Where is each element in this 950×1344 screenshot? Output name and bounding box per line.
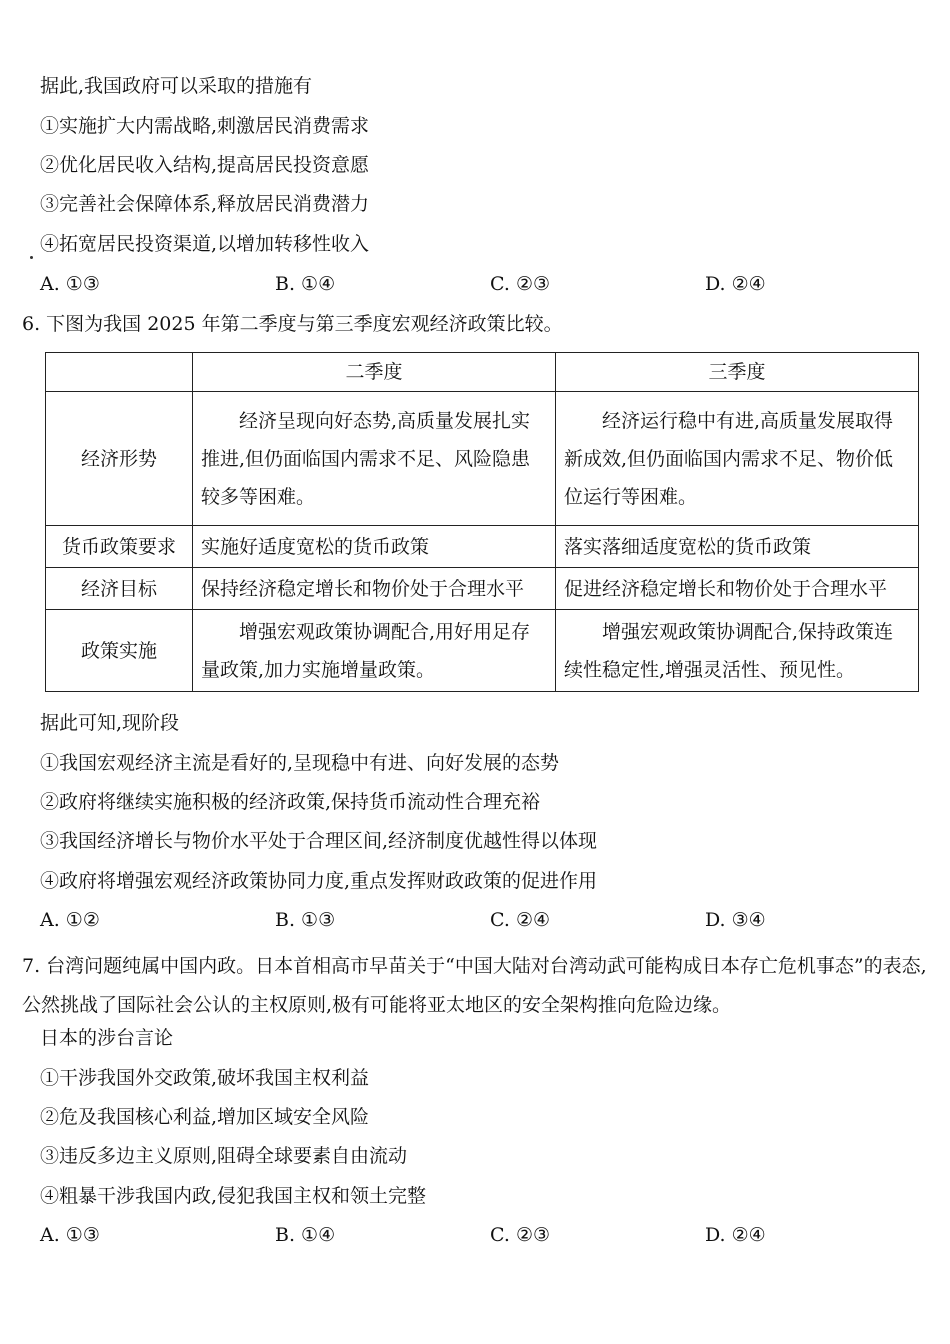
q7-option-c[interactable]: C. ②③ <box>490 1224 551 1246</box>
q5-stem: 据此,我国政府可以采取的措施有 <box>40 75 313 97</box>
q6-option-c[interactable]: C. ②④ <box>490 909 551 931</box>
row-label-implementation: 政策实施 <box>46 610 193 692</box>
q6-option-b[interactable]: B. ①③ <box>275 909 336 931</box>
cell-q3-monetary: 落实落细适度宽松的货币政策 <box>556 526 919 568</box>
q7-item-1: ①干涉我国外交政策,破坏我国主权利益 <box>40 1067 370 1089</box>
q5-item-2: ②优化居民收入结构,提高居民投资意愿 <box>40 154 370 176</box>
policy-comparison-table <box>45 352 919 692</box>
table-row <box>46 392 919 526</box>
q6-option-d[interactable]: D. ③④ <box>705 909 766 931</box>
q6-item-1: ①我国宏观经济主流是看好的,呈现稳中有进、向好发展的态势 <box>40 752 560 774</box>
q7-item-3: ③违反多边主义原则,阻碍全球要素自由流动 <box>40 1145 408 1167</box>
q7-stem: 7. 台湾问题纯属中国内政。日本首相高市早苗关于“中国大陆对台湾动武可能构成日本存亡危机事态”的表态,公然挑战了国际社会公认的主权原则,极有可能将亚太地区的安全架构推向危险边缘。 <box>22 955 927 1016</box>
q6-stem: 6. 下图为我国 2025 年第二季度与第三季度宏观经济政策比较。 <box>22 313 563 335</box>
q5-option-c[interactable]: C. ②③ <box>490 273 551 295</box>
row-label-goal: 经济目标 <box>46 568 193 610</box>
table-row <box>46 610 919 692</box>
q5-option-d[interactable]: D. ②④ <box>705 273 766 295</box>
q7-option-b[interactable]: B. ①④ <box>275 1224 336 1246</box>
q7-item-2: ②危及我国核心利益,增加区域安全风险 <box>40 1106 370 1128</box>
cell-q3-goal: 促进经济稳定增长和物价处于合理水平 <box>556 568 919 610</box>
table-row <box>46 568 919 610</box>
table-row <box>46 526 919 568</box>
q7-lead: 日本的涉台言论 <box>40 1027 174 1049</box>
q5-item-3: ③完善社会保障体系,释放居民消费潜力 <box>40 193 370 215</box>
table-header-row <box>46 353 919 392</box>
q5-option-b[interactable]: B. ①④ <box>275 273 336 295</box>
cell-q2-economy: 经济呈现向好态势,高质量发展扎实推进,但仍面临国内需求不足、风险隐患较多等困难。 <box>193 392 556 526</box>
q7-item-4: ④粗暴干涉我国内政,侵犯我国主权和领土完整 <box>40 1185 427 1207</box>
q5-option-a[interactable]: A. ①③ <box>40 273 100 295</box>
q6-lead: 据此可知,现阶段 <box>40 712 180 734</box>
table-header-q3: 三季度 <box>556 353 919 392</box>
q7-option-a[interactable]: A. ①③ <box>40 1224 100 1246</box>
row-label-monetary: 货币政策要求 <box>46 526 193 568</box>
stray-dot <box>30 256 33 259</box>
q5-item-4: ④拓宽居民投资渠道,以增加转移性收入 <box>40 233 370 255</box>
q5-item-1: ①实施扩大内需战略,刺激居民消费需求 <box>40 115 370 137</box>
q6-item-2: ②政府将继续实施积极的经济政策,保持货币流动性合理充裕 <box>40 791 541 813</box>
cell-q3-economy: 经济运行稳中有进,高质量发展取得新成效,但仍面临国内需求不足、物价低位运行等困难。 <box>556 392 919 526</box>
table-corner-cell <box>46 353 193 392</box>
q7-option-d[interactable]: D. ②④ <box>705 1224 766 1246</box>
cell-q2-monetary: 实施好适度宽松的货币政策 <box>193 526 556 568</box>
table-header-q2: 二季度 <box>193 353 556 392</box>
cell-q2-goal: 保持经济稳定增长和物价处于合理水平 <box>193 568 556 610</box>
q6-option-a[interactable]: A. ①② <box>40 909 100 931</box>
cell-q3-implementation: 增强宏观政策协调配合,保持政策连续性稳定性,增强灵活性、预见性。 <box>556 610 919 692</box>
q6-item-3: ③我国经济增长与物价水平处于合理区间,经济制度优越性得以体现 <box>40 830 598 852</box>
q6-item-4: ④政府将增强宏观经济政策协同力度,重点发挥财政政策的促进作用 <box>40 870 598 892</box>
row-label-economy: 经济形势 <box>46 392 193 526</box>
cell-q2-implementation: 增强宏观政策协调配合,用好用足存量政策,加力实施增量政策。 <box>193 610 556 692</box>
